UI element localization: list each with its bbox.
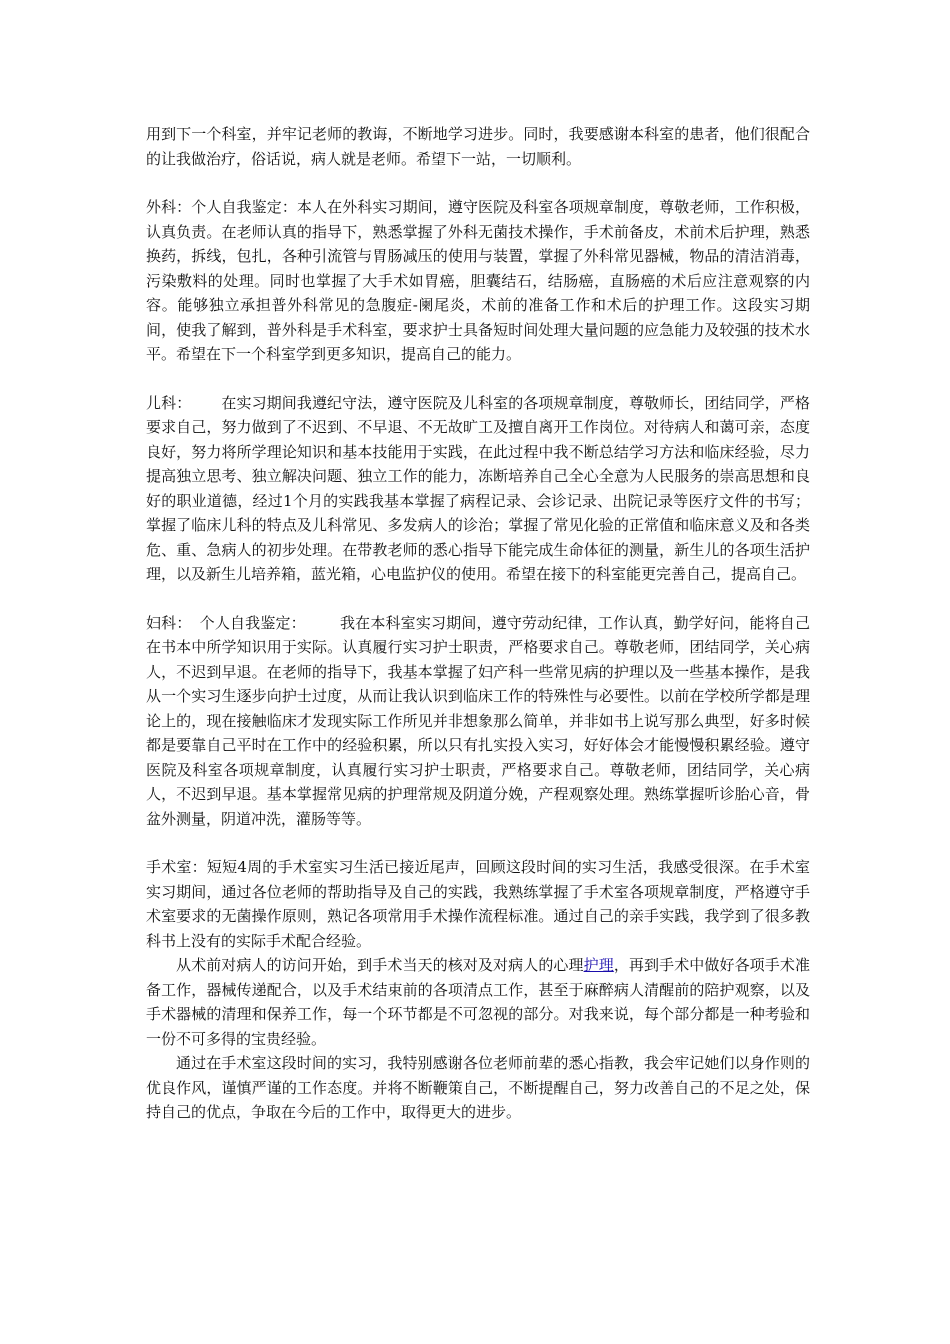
gynecology-text: 我在本科室实习期间，遵守劳动纪律，工作认真，勤学好问，能将自己在书本中所学知识用于实际。认真履行实习护士职责，严格要求自己。尊敬老师，团结同学，关心病人，不迟到早退。在老师的指导下，我基本掌握了妇产科一些常见病的护理以及一些基本操作，是我从一个实习生逐步向护士过度，从而让我认识到临床工作的特殊性与必要性。以前在学校所学都是理论上的，现在接触临床才发现实际工作所见并非想象那么简单，并非如书上说写那么典型，好多时候都是要靠自己平时在工作中的经验积累，所以只有扎实投入实习，好好体会才能慢慢积累经验。遵守医院及科室各项规章制度，认真履行实习护士职责，严格要求自己。尊敬老师，团结同学，关心病人，不迟到早退。基本掌握常见病的护理常规及阴道分娩，产程观察处理。熟练掌握听诊胎心音，骨盆外测量，阴道冲洗，灌肠等等。 [146, 613, 810, 828]
document-body [146, 122, 810, 1125]
paragraph-pediatrics-dept [146, 391, 810, 587]
paragraph-operating-room-process [146, 953, 810, 1051]
paragraph-surgery-dept: 外科：个人自我鉴定：本人在外科实习期间，遵守医院及科室各项规章制度，尊敬老师，工作积极，认真负责。在老师认真的指导下，熟悉掌握了外科无菌技术操作，手术前备皮，术前术后护理，熟悉换药，拆线，包扎，各种引流管与胃肠减压的使用与装置，掌握了外科常见器械，物品的清洁消毒，污染敷料的处理。同时也掌握了大手术如胃癌，胆囊结石，结肠癌，直肠癌的术后应注意观察的内容。能够独立承担普外科常见的急腹症-阑尾炎，术前的准备工作和术后的护理工作。这段实习期间，使我了解到，普外科是手术科室，要求护士具备短时间处理大量问题的应急能力及较强的技术水平。希望在下一个科室学到更多知识，提高自己的能力。 [146, 198, 810, 363]
gynecology-subtitle: 个人自我鉴定： [199, 613, 306, 632]
section-label-pediatrics: 儿科： [146, 393, 192, 412]
paragraph-gap [146, 171, 810, 195]
section-label-gynecology: 妇科： [146, 613, 192, 632]
pediatrics-text: 在实习期间我遵纪守法，遵守医院及儿科室的各项规章制度，尊敬师长，团结同学，严格要求自己，努力做到了不迟到、不早退、不无故旷工及擅自离开工作岗位。对待病人和蔼可亲，态度良好，努力将所学理论知识和基本技能用于实践，在此过程中我不断总结学习方法和临床经验，尽力提高独立思考、独立解决问题、独立工作的能力，冻断培养自己全心全意为人民服务的崇高思想和良好的职业道德，经过1个月的实践我基本掌握了病程记录、会诊记录、出院记录等医疗文件的书写；掌握了临床儿科的特点及儿科常见、多发病人的诊治；掌握了常见化验的正常值和临床意义及和各类危、重、急病人的初步处理。在带教老师的悉心指导下能完成生命体征的测量，新生儿的各项生活护理，以及新生儿培养箱，蓝光箱，心电监护仪的使用。希望在接下的科室能更完善自己，提高自己。 [146, 393, 810, 583]
paragraph-gynecology-dept [146, 611, 810, 832]
nursing-link[interactable]: 护理 [583, 956, 614, 974]
paragraph-operating-room: 手术室：短短4周的手术室实习生活已接近尾声，回顾这段时间的实习生活，我感受很深。在手术室实习期间，通过各位老师的帮助指导及自己的实践，我熟练掌握了手术室各项规章制度，严格遵守手术室要求的无菌操作原则，熟记各项常用手术操作流程标准。通过自己的亲手实践，我学到了很多教科书上没有的实际手术配合经验。 [146, 858, 810, 950]
process-text-after: ，再到手术中做好各项手术准备工作，器械传递配合，以及手术结束前的各项清点工作，甚至于麻醉病人清醒前的陪护观察，以及手术器械的清理和保养工作，每一个环节都是不可忽视的部分。对我来说，每个部分都是一种考验和一份不可多得的宝贵经验。 [146, 956, 810, 1048]
paragraph-gap [146, 587, 810, 611]
paragraph-closing-previous-dept: 用到下一个科室，并牢记老师的教诲，不断地学习进步。同时，我要感谢本科室的患者，他们很配合的让我做治疗，俗话说，病人就是老师。希望下一站，一切顺利。 [146, 125, 810, 168]
paragraph-gap [146, 367, 810, 391]
process-text-before: 从术前对病人的访问开始，到手术当天的核对及对病人的心理 [176, 956, 584, 974]
paragraph-operating-room-thanks: 通过在手术室这段时间的实习，我特别感谢各位老师前辈的悉心指教，我会牢记她们以身作则的优良作风，谨慎严谨的工作态度。并将不断鞭策自己，不断提醒自己，努力改善自己的不足之处，保持自己的优点，争取在今后的工作中，取得更大的进步。 [146, 1054, 810, 1121]
paragraph-gap [146, 831, 810, 855]
